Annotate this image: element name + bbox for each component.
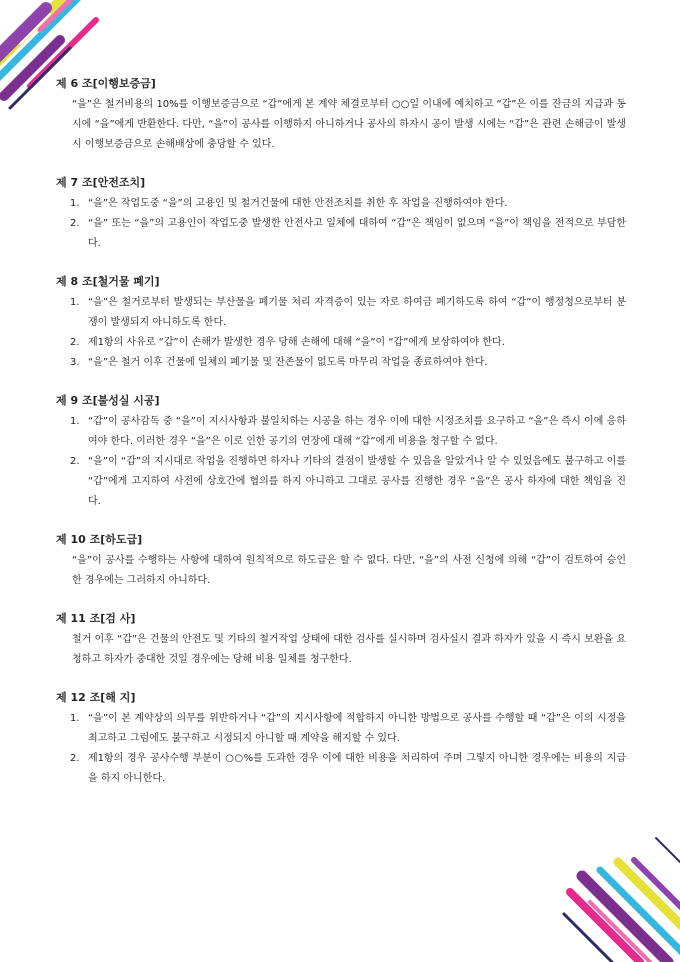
clause-item xyxy=(56,452,626,512)
clause-item xyxy=(56,214,626,254)
clause-number: 1. xyxy=(70,416,80,427)
article-paragraph: “을”이 공사를 수행하는 사항에 대하여 원칙적으로 하도급은 할 수 없다. 다만, “을”의 사전 신청에 의해 “갑”이 검토하여 승인한 경우에는 그러하지 아니하다. xyxy=(72,555,626,586)
article-heading: 제 12 조[해 지] xyxy=(56,691,136,704)
article-paragraph: 철거 이후 “갑”은 건물의 안전도 및 기타의 철거작업 상태에 대한 검사를 실시하며 검사실시 결과 하자가 있을 시 즉시 보완을 요청하고 하자가 중대한 것일 경우에는 당해 비용 일체를 청구한다. xyxy=(72,634,626,665)
article-7 xyxy=(56,175,626,254)
clause-list xyxy=(56,194,626,254)
article-8 xyxy=(56,274,626,373)
article-heading: 제 11 조[검 사] xyxy=(56,612,136,625)
clause-number: 2. xyxy=(70,337,80,348)
clause-item xyxy=(56,412,626,452)
clause-item xyxy=(56,709,626,749)
clause-text: 제1항의 사유로 “갑”이 손해가 발생한 경우 당해 손해에 대해 “을”이 “갑”에게 보상하여야 한다. xyxy=(88,337,505,348)
clause-number: 1. xyxy=(70,297,80,308)
article-heading: 제 7 조[안전조치] xyxy=(56,176,146,189)
clause-item xyxy=(56,194,626,214)
clause-text: “을”은 작업도중 “을”의 고용인 및 철거건물에 대한 안전조치를 취한 후 작업을 진행하여야 한다. xyxy=(88,198,508,209)
clause-text: “갑”이 공사감독 중 “을”이 지시사항과 불일치하는 시공을 하는 경우 이에 대한 시정조치를 요구하고 “을”은 즉시 이에 응하여야 한다. 이러한 경우 “을”은 이로 인한 공기의 연장에 대해 “갑”에게 비용을 청구할 수 없다. xyxy=(88,416,626,447)
contract-document xyxy=(56,76,626,809)
article-10 xyxy=(56,532,626,591)
clause-item xyxy=(56,353,626,373)
clause-item xyxy=(56,293,626,333)
article-heading: 제 8 조[철거물 폐기] xyxy=(56,275,160,288)
clause-text: “을”은 철거 이후 건물에 일체의 폐기물 및 잔존물이 없도록 마무리 작업을 종료하여야 한다. xyxy=(88,357,488,368)
clause-list xyxy=(56,709,626,789)
clause-number: 2. xyxy=(70,456,80,467)
clause-number: 3. xyxy=(70,357,80,368)
article-11 xyxy=(56,611,626,670)
clause-number: 1. xyxy=(70,198,80,209)
clause-number: 2. xyxy=(70,753,80,764)
article-paragraph: “을”은 철거비용의 10%를 이행보증금으로 “갑”에게 본 계약 체결로부터 ○○일 이내에 예치하고 “갑”은 이를 잔금의 지급과 동시에 “을”에게 반환한다. 다만, “을”이 공사를 이행하지 아니하거나 공사의 하자시 공이 발생 시에는 “갑”은 관련 손해금이 발생 시 이행보증금으로 손해배상에 충당할 수 있다. xyxy=(72,99,626,150)
clause-number: 1. xyxy=(70,713,80,724)
clause-text: “을”은 철거로부터 발생되는 부산물을 폐기물 처리 자격증이 있는 자로 하여금 폐기하도록 하여 “갑”이 행정청으로부터 분쟁이 발생되지 아니하도록 한다. xyxy=(88,297,626,328)
article-12 xyxy=(56,690,626,789)
clause-number: 2. xyxy=(70,218,80,229)
clause-text: “을”이 본 계약상의 의무를 위반하거나 “갑”의 지시사항에 적합하지 아니한 방법으로 공사를 수행할 때 “갑”은 이의 시정을 최고하고 그럼에도 불구하고 시정되지 아니할 때 계약을 해지할 수 있다. xyxy=(88,713,626,744)
clause-text: “을” 또는 “을”의 고용인이 작업도중 발생한 안전사고 일체에 대하여 “갑”은 책임이 없으며 “을”이 책임을 전적으로 부담한다. xyxy=(88,218,626,249)
article-6 xyxy=(56,76,626,155)
clause-list xyxy=(56,293,626,373)
article-9 xyxy=(56,393,626,512)
article-heading: 제 6 조[이행보증금] xyxy=(56,77,156,90)
article-heading: 제 10 조[하도급] xyxy=(56,533,143,546)
clause-item xyxy=(56,333,626,353)
clause-item xyxy=(56,749,626,789)
clause-text: “을”이 “갑”의 지시대로 작업을 진행하면 하자나 기타의 결점이 발생할 수 있음을 알았거나 알 수 있었음에도 불구하고 이를 “갑”에게 고지하여 사전에 상호간에 협의를 하지 아니하고 그대로 공사를 진행한 경우 “을”은 공사 하자에 대한 책임을 진다. xyxy=(88,456,626,507)
article-heading: 제 9 조[불성실 시공] xyxy=(56,394,160,407)
clause-text: 제1항의 경우 공사수행 부분이 ○○%를 도과한 경우 이에 대한 비용을 처리하여 주며 그렇지 아니한 경우에는 비용의 지급을 하지 아니한다. xyxy=(88,753,626,784)
clause-list xyxy=(56,412,626,512)
corner-decoration-bottom-right xyxy=(560,832,680,962)
